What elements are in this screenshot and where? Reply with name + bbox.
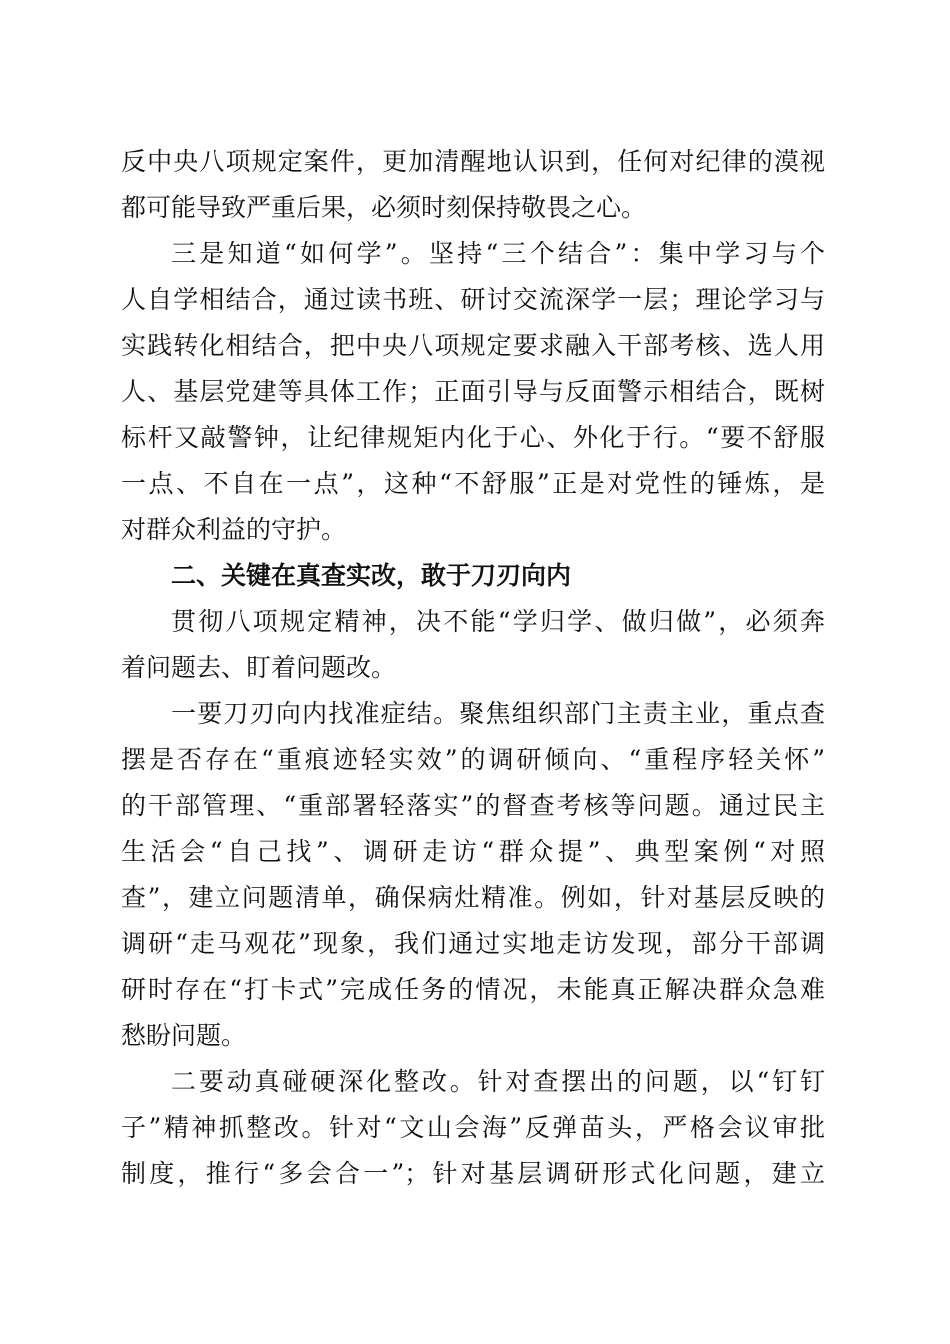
text-line: 查”，建立问题清单，确保病灶精准。例如，针对基层反映的 — [121, 883, 825, 912]
text-line: 反中央八项规定案件，更加清醒地认识到，任何对纪律的漠视 — [121, 147, 825, 176]
text-line: 的干部管理、“重部署轻落实”的督查考核等问题。通过民主 — [121, 791, 825, 820]
text-line: 对群众利益的守护。 — [121, 515, 347, 544]
text-line: 都可能导致严重后果，必须时刻保持敬畏之心。 — [121, 193, 647, 222]
text-line: 人自学相结合，通过读书班、研讨交流深学一层；理论学习与 — [121, 285, 825, 314]
text-line: 实践转化相结合，把中央八项规定要求融入干部考核、选人用 — [121, 331, 825, 360]
text-line: 一点、不自在一点”，这种“不舒服”正是对党性的锤炼，是 — [121, 469, 825, 498]
text-line: 三是知道“如何学”。坚持“三个结合”：集中学习与个 — [171, 239, 825, 268]
text-line: 人、基层党建等具体工作；正面引导与反面警示相结合，既树 — [121, 377, 825, 406]
text-line: 生活会“自己找”、调研走访“群众提”、典型案例“对照 — [121, 837, 825, 866]
text-line: 研时存在“打卡式”完成任务的情况，未能真正解决群众急难 — [121, 975, 825, 1004]
text-line: 制度，推行“多会合一”；针对基层调研形式化问题，建立 — [121, 1159, 825, 1188]
text-line: 摆是否存在“重痕迹轻实效”的调研倾向、“重程序轻关怀” — [121, 745, 825, 774]
text-line: 愁盼问题。 — [121, 1021, 247, 1050]
text-line: 二要动真碰硬深化整改。针对查摆出的问题，以“钉钉 — [171, 1067, 825, 1096]
text-line: 调研“走马观花”现象，我们通过实地走访发现，部分干部调 — [121, 929, 825, 958]
text-line: 贯彻八项规定精神，决不能“学归学、做归做”，必须奔 — [171, 607, 825, 636]
text-line: 着问题去、盯着问题改。 — [121, 653, 397, 682]
text-line: 子”精神抓整改。针对“文山会海”反弹苗头，严格会议审批 — [121, 1113, 825, 1142]
text-line: 一要刀刃向内找准症结。聚焦组织部门主责主业，重点查 — [171, 699, 825, 728]
section-heading: 二、关键在真查实改，敢于刀刃向内 — [171, 561, 572, 590]
text-line: 标杆又敲警钟，让纪律规矩内化于心、外化于行。“要不舒服 — [121, 423, 825, 452]
